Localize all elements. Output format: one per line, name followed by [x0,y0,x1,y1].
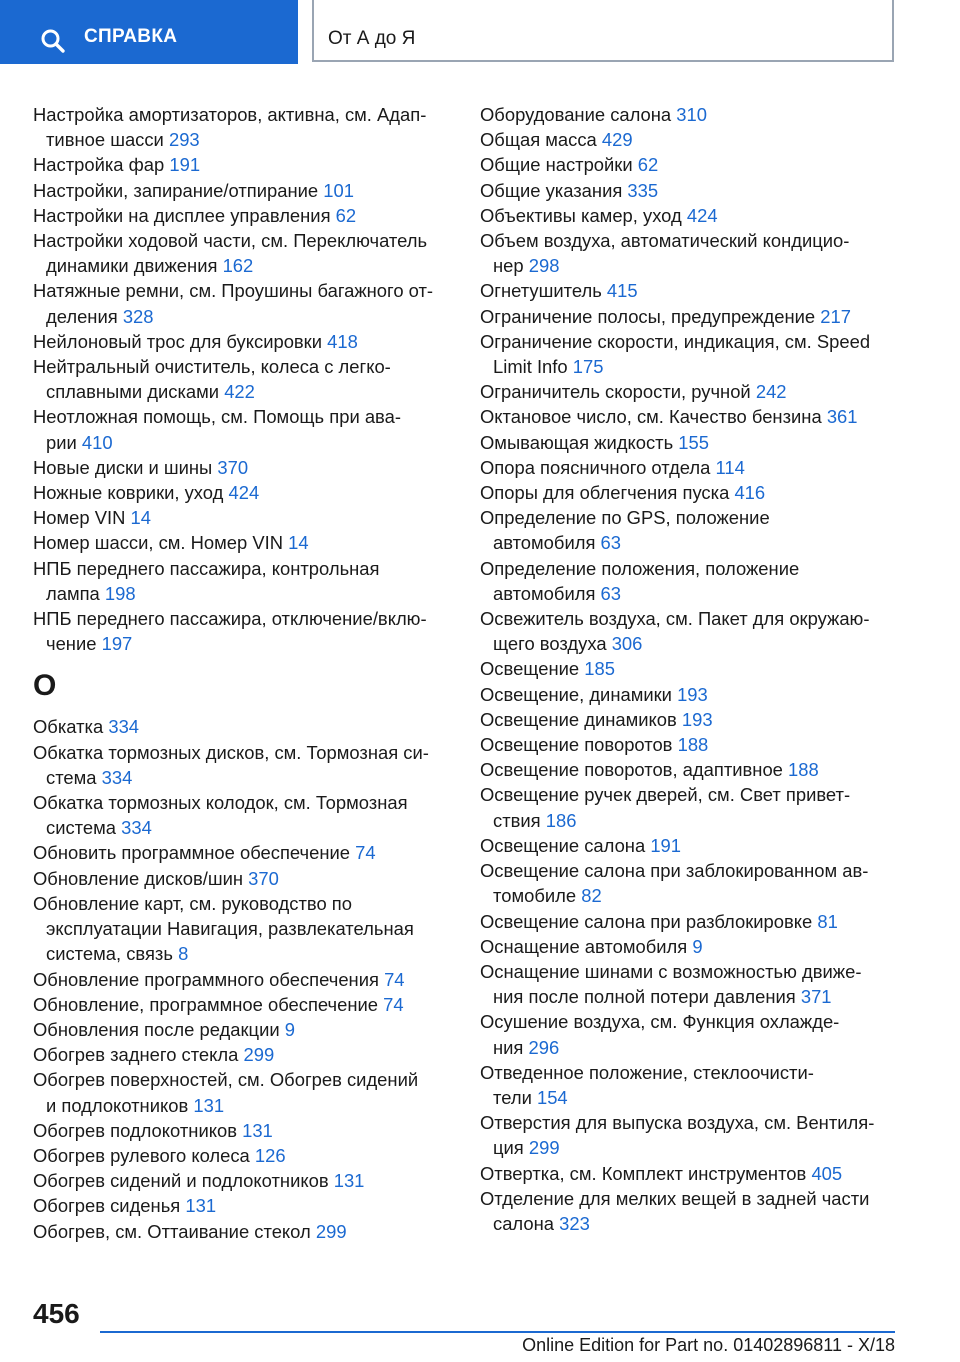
index-entry-text: Отведенное положение, стеклоочисти- [480,1061,814,1083]
index-entry-text: Настройка фар [33,154,165,176]
index-entry-page-link[interactable]: 299 [243,1044,275,1066]
index-entry-page-link[interactable]: 370 [248,867,279,889]
index-entry-page-link[interactable]: 335 [627,179,659,201]
index-entry-continuation: система [46,817,116,839]
index-entry-page-link[interactable]: 310 [676,104,707,125]
index-entry [480,606,900,656]
index-entry [33,152,463,177]
index-entry-page-link[interactable]: 242 [755,381,787,403]
index-entry-text: Настройки ходовой части, см. Переключатель [33,230,428,252]
index-entry-page-link[interactable]: 296 [528,1036,560,1058]
index-entry-continuation: рии [46,431,77,453]
index-entry-text: Натяжные ремни, см. Проушины багажного от- [33,280,434,302]
index-entry-continuation: чение [46,633,97,655]
index-entry [480,707,900,732]
index-entry-continuation: стема [46,766,97,788]
index-entry [33,1219,463,1244]
index-entry-page-link[interactable]: 370 [217,456,249,478]
index-entry-page-link[interactable]: 306 [611,633,643,655]
footer-divider [100,1331,895,1333]
index-entry-text: Обновить программное обеспечение [33,842,350,864]
index-entry-page-link[interactable]: 81 [817,910,838,932]
index-entry-page-link[interactable]: 193 [681,708,713,730]
index-entry-page-link[interactable]: 162 [222,255,254,277]
index-entry [33,354,463,404]
index-entry [33,178,463,203]
index-entry-page-link[interactable]: 8 [178,943,189,965]
index-entry [33,1193,463,1218]
index-entry-continuation: динамики движения [46,255,218,277]
index-entry-continuation: тели [493,1086,532,1108]
index-entry [480,556,900,606]
index-entry [33,278,463,328]
index-entry-text: Обновление программного обеспечения [33,968,379,990]
index-entry-text: НПБ переднего пассажира, отключение/вклю- [33,608,427,630]
search-icon [40,28,66,54]
index-entry-page-link[interactable]: 154 [536,1086,568,1108]
index-entry [480,1009,900,1059]
index-entry-text: Обогрев заднего стекла [33,1044,239,1066]
index-entry [480,1110,900,1160]
index-entry [480,203,900,228]
index-entry-continuation: ция [493,1137,524,1159]
index-entry [33,992,463,1017]
index-entry [33,1118,463,1143]
index-entry-page-link[interactable]: 198 [104,582,136,604]
index-entry-page-link[interactable]: 131 [333,1170,365,1192]
index-entry-page-link[interactable]: 328 [122,305,154,327]
index-entry-page-link[interactable]: 418 [327,330,358,352]
index-entry [480,304,900,329]
index-entry-continuation: ния [493,1036,524,1058]
index-entry-page-link[interactable]: 410 [81,431,113,453]
index-entry-page-link[interactable]: 405 [811,1162,843,1184]
index-column-right [480,102,900,1236]
index-entry-text: Отделение для мелких вещей в задней части [480,1187,870,1209]
index-entry-page-link[interactable]: 131 [185,1195,217,1217]
index-entry [33,203,463,228]
index-entry-continuation: автомобиля [493,582,596,604]
index-entry-continuation: томобиле [493,885,577,907]
index-entry [480,430,900,455]
index-entry [480,228,900,278]
index-entry-continuation: щего воздуха [493,633,607,655]
index-entry-page-link[interactable]: 63 [600,532,621,554]
index-entry-text: Обкатка тормозных колодок, см. Тормозная [33,792,408,814]
index-entry [480,1186,900,1236]
index-entry [33,840,463,865]
index-entry-page-link[interactable]: 131 [193,1094,225,1116]
index-entry [33,556,463,606]
index-entry [33,740,463,790]
index-entry [33,505,463,530]
tab-a-to-z[interactable] [312,0,894,62]
index-entry-text: Настройки, запирание/отпирание [33,179,319,201]
index-entry-text: Общая масса [480,129,597,151]
index-entry-text: Освежитель воздуха, см. Пакет для окружаю- [480,608,870,630]
index-entry-page-link[interactable]: 74 [384,968,405,990]
index-entry [480,278,900,303]
index-entry-continuation: деления [46,305,118,327]
index-entry-text: Объективы камер, уход [480,204,682,226]
index-entry-text: Освещение салона при заблокированном ав- [480,860,869,882]
index-entry-page-link[interactable]: 74 [383,993,404,1015]
index-entry-text: Освещение ручек дверей, см. Свет привет- [480,784,851,806]
index-entry [480,682,900,707]
index-entry [480,858,900,908]
index-entry [480,1161,900,1186]
tab-reference-label: СПРАВКА [84,26,178,47]
index-entry [480,329,900,379]
index-entry-text: Ограничение скорости, индикация, см. Speed [480,330,871,352]
index-entry-page-link[interactable]: 298 [528,255,560,277]
index-entry-page-link[interactable]: 299 [528,1137,560,1159]
index-entry-page-link[interactable]: 186 [545,809,577,831]
index-entry-text: Обновление дисков/шин [33,867,244,889]
index-entry-text: Номер шасси, см. Номер VIN [33,532,284,554]
index-entry-text: Обогрев сиденья [33,1195,181,1217]
index-entry-page-link[interactable]: 191 [650,834,681,856]
index-entry [33,1143,463,1168]
index-entry-text: Освещение динамиков [480,708,677,730]
index-entry-text: Обогрев сидений и подлокотников [33,1170,329,1192]
index-entry-page-link[interactable]: 126 [254,1144,286,1166]
index-entry-page-link[interactable]: 63 [600,582,621,604]
index-entry-page-link[interactable]: 217 [820,305,851,327]
section-letter-heading: О [33,669,57,703]
index-entry-continuation: нер [493,255,524,277]
index-entry [33,404,463,454]
tab-reference[interactable] [0,0,298,64]
index-entry-text: Нейтральный очиститель, колеса с легко- [33,356,391,378]
index-entry-text: Освещение салона [480,834,646,856]
index-entry [33,1168,463,1193]
index-entry [480,732,900,757]
index-entry-continuation: эксплуатации Навигация, развлекательная [46,918,414,940]
index-entry-continuation: ния после полной потери давления [493,986,796,1008]
index-entry [480,833,900,858]
index-entry-continuation: тивное шасси [46,129,164,151]
index-entry-continuation: ствия [493,809,541,831]
index-entry-page-link[interactable]: 429 [601,129,633,151]
index-entry [480,455,900,480]
index-entry-page-link[interactable]: 14 [288,532,309,554]
index-entry-page-link[interactable]: 82 [581,885,602,907]
index-entry [33,228,463,278]
index-entry-page-link[interactable]: 422 [224,381,255,403]
index-entry-continuation: и подлокотников [46,1094,189,1116]
index-entry-page-link[interactable]: 293 [168,129,200,151]
index-entry-page-link[interactable]: 62 [335,204,357,226]
index-entry [480,102,900,127]
index-entry [33,1017,463,1042]
index-entry-text: Общие настройки [480,154,633,176]
index-entry-text: НПБ переднего пассажира, контрольная [33,557,380,579]
index-entry [480,379,900,404]
index-entry [480,934,900,959]
index-entry-text: Ограничитель скорости, ручной [480,381,751,403]
index-entry-page-link[interactable]: 155 [678,431,709,453]
index-entry-text: Обновление карт, см. руководство по [33,892,352,914]
index-entry-page-link[interactable]: 74 [355,842,376,864]
index-entry-page-link[interactable]: 114 [715,456,745,478]
index-entry-text: Номер VIN [33,507,126,529]
index-entry [33,967,463,992]
index-entry [480,480,900,505]
index-entry-continuation: салона [493,1212,554,1234]
index-entry-text: Новые диски и шины [33,456,213,478]
index-entry [480,782,900,832]
index-entry-page-link[interactable]: 424 [686,204,718,226]
index-entry-text: Ножные коврики, уход [33,482,224,504]
index-entry-page-link[interactable]: 185 [584,658,615,680]
index-entry-page-link[interactable]: 415 [606,280,638,302]
index-entry-text: Омывающая жидкость [480,431,674,453]
index-entry-page-link[interactable]: 323 [559,1212,590,1234]
index-entry-text: Отвертка, см. Комплект инструментов [480,1162,807,1184]
index-entry-text: Освещение поворотов [480,734,673,756]
index-entry-text: Обновление, программное обеспечение [33,993,379,1015]
index-entry-text: Освещение поворотов, адаптивное [480,759,783,781]
index-entry-text: Оснащение автомобиля [480,935,688,957]
index-entry-text: Настройка амортизаторов, активна, см. Адап- [33,104,427,125]
index-entry [480,656,900,681]
index-entry [33,714,463,739]
index-entry [480,1060,900,1110]
index-entry-continuation: автомобиля [493,532,596,554]
index-entry [480,152,900,177]
index-entry-page-link[interactable]: 371 [800,986,832,1008]
index-entry-text: Опоры для облегчения пуска [480,482,730,504]
index-entry [33,891,463,967]
index-entry-page-link[interactable]: 334 [108,716,140,738]
index-entry [480,404,900,429]
index-entry-text: Определение по GPS, положение [480,507,770,529]
index-entry [33,329,463,354]
index-entry-continuation: лампа [46,582,100,604]
index-entry [33,530,463,555]
index-entry-page-link[interactable]: 9 [284,1018,295,1040]
index-entry [33,606,463,656]
index-entry [33,102,463,152]
tab-a-to-z-label: От А до Я [328,28,416,49]
index-entry-text: Опора поясничного отдела [480,456,711,478]
index-entry [33,1067,463,1117]
page-number: 456 [33,1298,80,1329]
index-entry [480,757,900,782]
index-entry [33,455,463,480]
index-entry-text: Оснащение шинами с возможностью движе- [480,960,862,982]
index-entry-page-link[interactable]: 416 [734,482,766,504]
index-entry-text: Обновления после редакции [33,1018,280,1040]
index-entry [480,127,900,152]
index-entry-page-link[interactable]: 14 [130,507,151,529]
index-entry [480,505,900,555]
index-entry-text: Освещение, динамики [480,683,672,705]
index-entry-text: Объем воздуха, автоматический кондицио- [480,230,850,252]
index-entry [480,959,900,1009]
index-entry [33,1042,463,1067]
index-entry-text: Общие указания [480,179,623,201]
index-entry-text: Обогрев рулевого колеса [33,1144,250,1166]
index-entry-text: Октановое число, см. Качество бензина [480,406,822,428]
index-entry-text: Определение положения, положение [480,557,800,579]
index-entry-text: Освещение салона при разблокировке [480,910,813,932]
index-entry-page-link[interactable]: 193 [677,683,708,705]
index-entry-page-link[interactable]: 424 [228,482,260,504]
index-entry-text: Обогрев подлокотников [33,1119,237,1141]
index-entry [33,866,463,891]
index-entry-page-link[interactable]: 334 [101,766,133,788]
index-entry-text: Оборудование салона [480,104,672,125]
index-entry-text: Обкатка тормозных дисков, см. Тормозная си- [33,741,429,763]
footer-edition-text: Online Edition for Part no. 01402896811 - X/18 [522,1335,895,1355]
index-entry-text: Осушение воздуха, см. Функция охлажде- [480,1011,840,1033]
index-entry-text: Освещение [480,658,580,680]
index-entry-page-link[interactable]: 334 [121,817,152,839]
index-entry-text: Ограничение полосы, предупреждение [480,305,816,327]
index-entry [33,790,463,840]
index-entry-continuation: Limit Info [493,356,568,378]
index-entry-text: Отверстия для выпуска воздуха, см. Вентиля- [480,1112,875,1134]
index-entry-continuation: система, связь [46,943,173,965]
index-entry-continuation: сплавными дисками [46,381,220,403]
index-entry-page-link[interactable]: 131 [242,1119,273,1141]
index-entry-page-link[interactable]: 188 [677,734,709,756]
index-entry-text: Обогрев поверхностей, см. Обогрев сидений [33,1069,419,1091]
index-entry [480,909,900,934]
index-entry-page-link[interactable]: 197 [101,633,133,655]
index-entry-text: Огнетушитель [480,280,602,302]
index-entry-page-link[interactable]: 188 [788,759,819,781]
index-entry [33,480,463,505]
index-entry-page-link[interactable]: 9 [692,935,703,957]
index-entry-text: Обогрев, см. Оттаивание стекол [33,1220,311,1242]
index-column-left [33,102,463,1244]
index-entry [480,178,900,203]
index-entry-text: Нейлоновый трос для буксировки [33,330,323,352]
index-entry-text: Неотложная помощь, см. Помощь при ава- [33,406,401,428]
index-entry-page-link[interactable]: 191 [169,154,201,176]
index-entry-page-link[interactable]: 299 [315,1220,347,1242]
index-entry-text: Настройки на дисплее управления [33,204,331,226]
index-entry-page-link[interactable]: 175 [572,356,604,378]
index-entry-page-link[interactable]: 101 [323,179,354,201]
index-entry-page-link[interactable]: 62 [637,154,659,176]
index-entry-text: Обкатка [33,716,104,738]
index-entry-page-link[interactable]: 361 [826,406,858,428]
